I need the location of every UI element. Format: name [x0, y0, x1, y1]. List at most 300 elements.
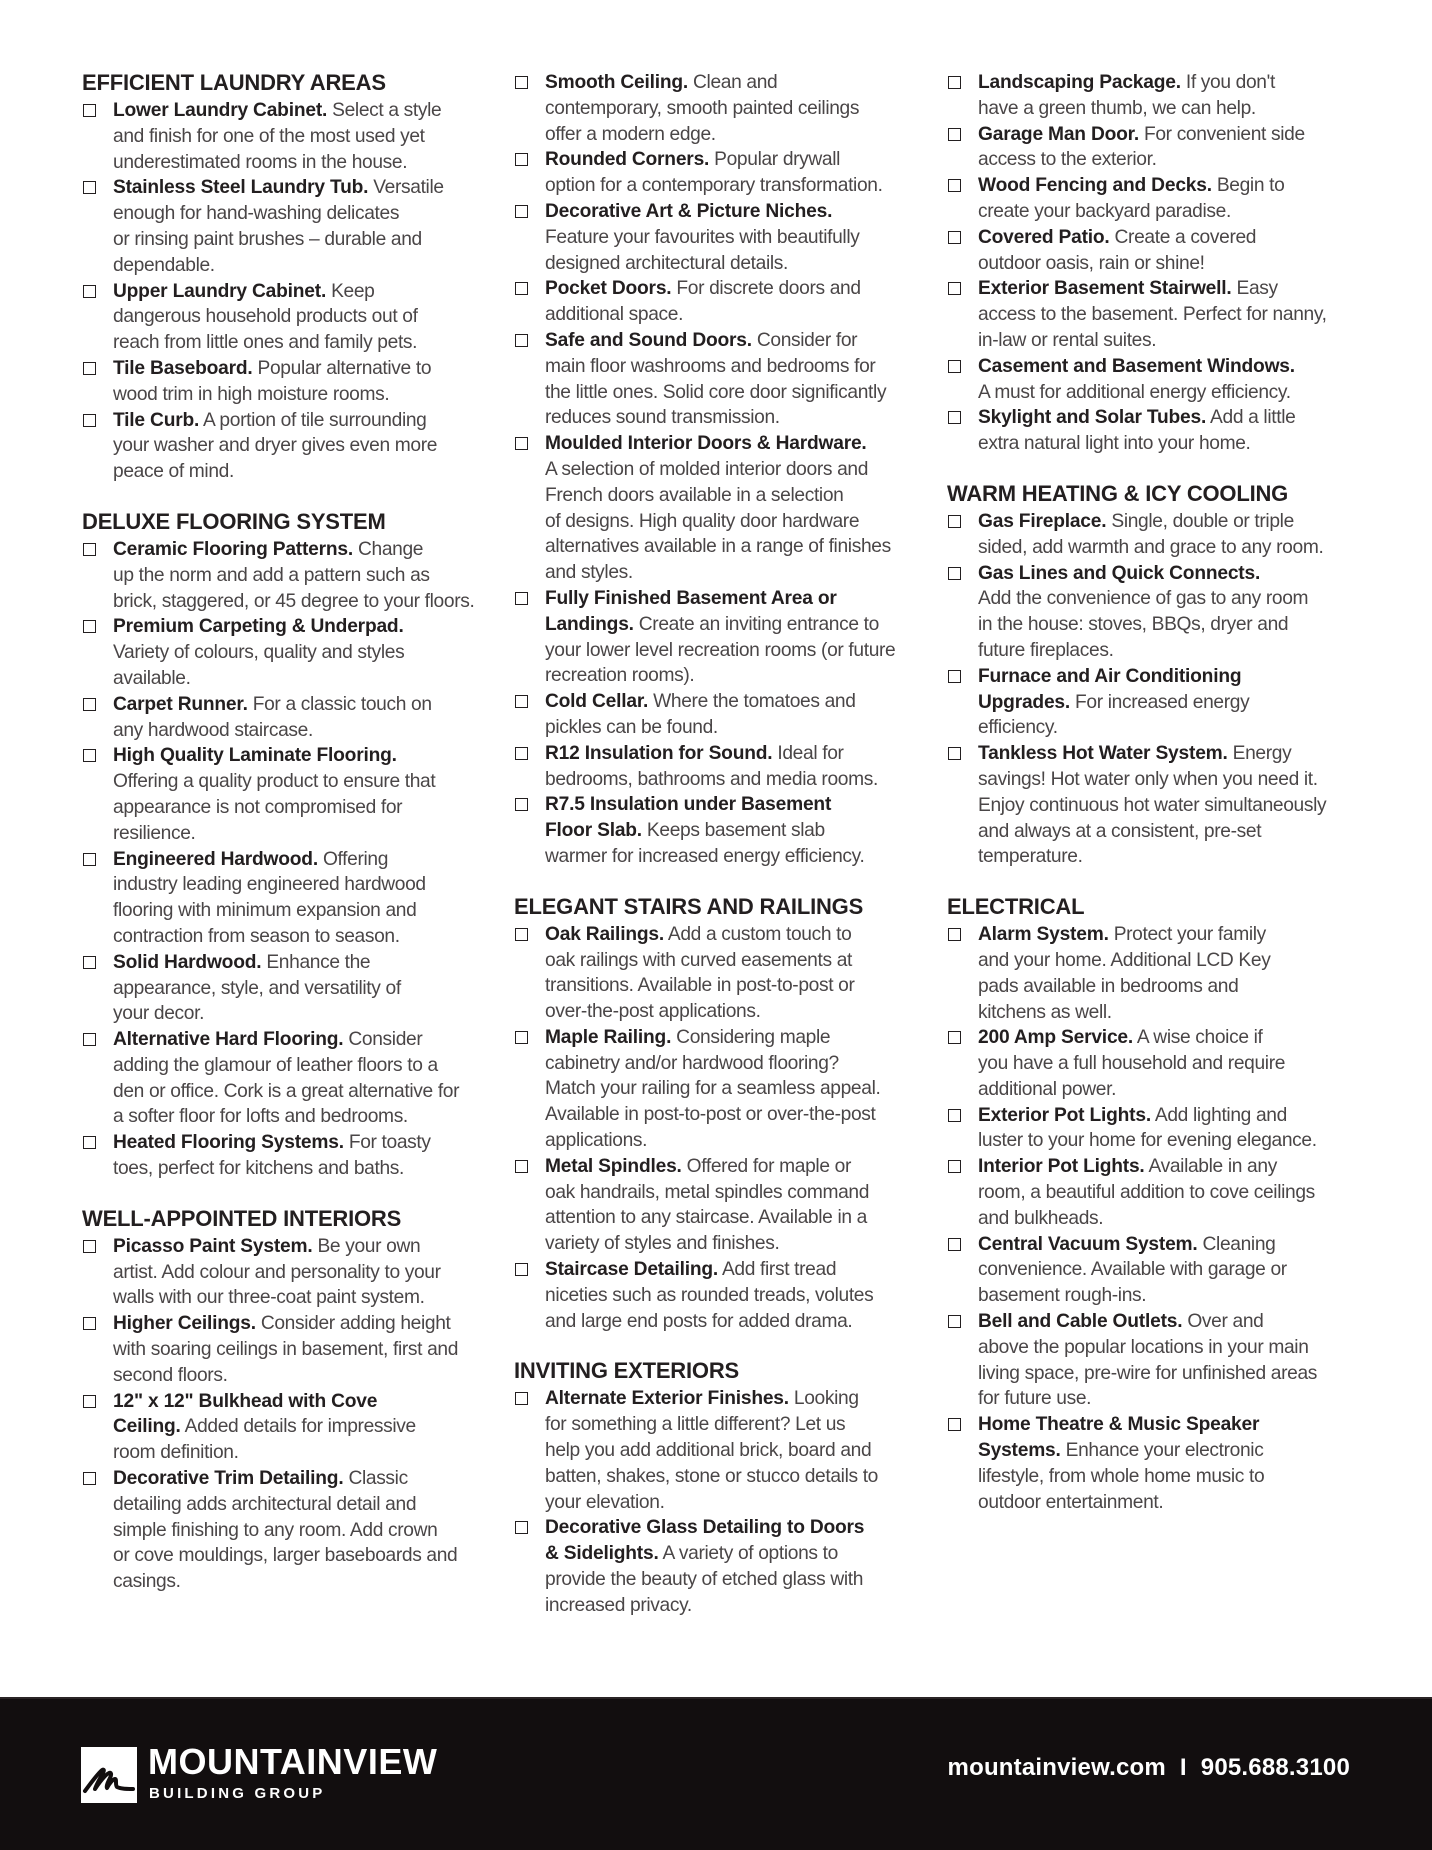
item-description: For convenient side: [1139, 123, 1305, 145]
item-description: available.: [113, 667, 191, 689]
item-description: A variety of options to: [658, 1543, 838, 1565]
item-description: Available in post-to-post or over-the-post: [545, 1104, 876, 1126]
item-title: Engineered Hardwood.: [113, 848, 318, 870]
item-description: Change: [353, 538, 424, 560]
phone-number[interactable]: 905.688.3100: [1200, 1754, 1350, 1781]
item-line: [113, 1414, 492, 1440]
checklist-item: [947, 1025, 1357, 1102]
item-line: [113, 408, 492, 434]
item-description: temperature.: [978, 846, 1083, 868]
item-description: create your backyard paradise.: [978, 200, 1231, 222]
website-link[interactable]: mountainview.com: [947, 1754, 1166, 1781]
checkbox[interactable]: [515, 205, 528, 218]
checklist-item: [514, 1257, 924, 1334]
item-title: Covered Patio.: [978, 226, 1110, 248]
item-line: [545, 1102, 924, 1128]
item-description: Consider: [343, 1029, 423, 1051]
item-line: [978, 1412, 1357, 1438]
checkbox[interactable]: [948, 1109, 961, 1122]
item-description: Create a covered: [1109, 226, 1257, 248]
item-line: [545, 586, 924, 612]
checkbox[interactable]: [948, 1031, 961, 1044]
checkbox[interactable]: [515, 592, 528, 605]
item-line: [978, 690, 1357, 716]
item-description: increased privacy.: [545, 1594, 692, 1616]
item-line: [113, 1104, 492, 1130]
item-line: [545, 1309, 924, 1335]
item-line: [113, 692, 492, 718]
item-description: and your home. Additional LCD Key: [978, 949, 1271, 971]
section-spacer: [947, 870, 1357, 894]
checklist-item: [514, 1154, 924, 1257]
checklist-item: [514, 689, 924, 741]
section-heading: WARM HEATING & ICY COOLING: [947, 480, 1289, 506]
item-description: Easy: [1231, 278, 1278, 300]
contact-separator: I: [1179, 1754, 1187, 1781]
checklist-item: [82, 1311, 492, 1388]
item-title: Safe and Sound Doors.: [545, 329, 752, 351]
item-description: Add first tread: [718, 1259, 837, 1281]
item-line: [545, 354, 924, 380]
item-description: enough for hand-washing delicates: [113, 203, 400, 225]
item-title: Decorative Art & Picture Niches.: [545, 200, 833, 222]
item-title: Alternate Exterior Finishes.: [545, 1388, 789, 1410]
checkbox[interactable]: [515, 334, 528, 347]
item-line: [113, 253, 492, 279]
item-description: variety of styles and finishes.: [545, 1233, 780, 1255]
checkbox[interactable]: [515, 1160, 528, 1173]
section-heading: DELUXE FLOORING SYSTEM: [82, 508, 386, 534]
checkbox[interactable]: [83, 104, 96, 117]
item-line: [978, 405, 1357, 431]
column-1: [82, 70, 492, 1595]
item-line: [113, 1569, 492, 1595]
item-description: Ideal for: [772, 742, 844, 764]
checkbox[interactable]: [83, 414, 96, 427]
checklist-item: [947, 1232, 1357, 1309]
item-description: Clean and: [688, 72, 778, 93]
item-line: [978, 561, 1357, 587]
checklist-item: [947, 1103, 1357, 1155]
checkbox[interactable]: [515, 437, 528, 450]
checklist-item: [82, 950, 492, 1027]
item-line: [978, 70, 1357, 96]
item-description: Offering a quality product to ensure that: [113, 771, 436, 793]
checklist-section: [82, 1182, 492, 1595]
item-description: Begin to: [1211, 175, 1285, 197]
item-title: Systems.: [978, 1440, 1061, 1462]
item-title: Heated Flooring Systems.: [113, 1132, 344, 1154]
checkbox[interactable]: [83, 1472, 96, 1485]
checkbox[interactable]: [83, 1136, 96, 1149]
item-line: [545, 1283, 924, 1309]
checkbox[interactable]: [83, 181, 96, 194]
item-line: [978, 251, 1357, 277]
checklist-item: [82, 1389, 492, 1466]
item-line: [978, 741, 1357, 767]
item-title: Interior Pot Lights.: [978, 1156, 1145, 1178]
item-line: [978, 922, 1357, 948]
item-line: [545, 844, 924, 870]
item-title: Floor Slab.: [545, 820, 642, 842]
checklist-item: [514, 147, 924, 199]
item-description: your washer and dryer gives even more: [113, 435, 438, 457]
item-line: [113, 1234, 492, 1260]
item-description: and always at a consistent, pre-set: [978, 820, 1262, 842]
item-description: Keep: [326, 280, 375, 302]
checkbox[interactable]: [83, 1033, 96, 1046]
item-line: [978, 225, 1357, 251]
item-line: [545, 328, 924, 354]
checkbox[interactable]: [515, 798, 528, 811]
item-description: Add lighting and: [1150, 1104, 1287, 1126]
checkbox[interactable]: [515, 76, 528, 89]
item-line: [545, 1464, 924, 1490]
item-description: additional power.: [978, 1078, 1117, 1100]
item-line: [113, 1027, 492, 1053]
checkbox[interactable]: [948, 1160, 961, 1173]
item-line: [545, 767, 924, 793]
item-line: [545, 1205, 924, 1231]
checklist-section: [947, 70, 1357, 457]
checklist-item: [82, 1130, 492, 1182]
item-line: [113, 1389, 492, 1415]
item-line: [545, 509, 924, 535]
checklist-item: [514, 1386, 924, 1515]
checklist-item: [947, 405, 1357, 457]
item-line: [545, 276, 924, 302]
checkbox[interactable]: [948, 1238, 961, 1251]
item-line: [978, 1000, 1357, 1026]
item-description: savings! Hot water only when you need it.: [978, 768, 1318, 790]
checklist-item: [514, 586, 924, 689]
item-line: [978, 1464, 1357, 1490]
checkbox[interactable]: [948, 411, 961, 424]
checkbox[interactable]: [948, 567, 961, 580]
item-line: [978, 1361, 1357, 1387]
item-description: any hardwood staircase.: [113, 719, 313, 741]
item-title: Upper Laundry Cabinet.: [113, 280, 327, 302]
checkbox[interactable]: [515, 1392, 528, 1405]
item-line: [113, 976, 492, 1002]
checklist-item: [82, 692, 492, 744]
checkbox[interactable]: [948, 1418, 961, 1431]
item-title: Alternative Hard Flooring.: [113, 1029, 344, 1051]
checklist-item: [82, 743, 492, 846]
item-line: [113, 1053, 492, 1079]
checkbox[interactable]: [948, 1315, 961, 1328]
item-description: and styles.: [545, 562, 633, 584]
checkbox[interactable]: [515, 1521, 528, 1534]
checklist-item: [514, 328, 924, 431]
item-description: kitchens as well.: [978, 1001, 1112, 1023]
item-description: second floors.: [113, 1364, 228, 1386]
item-line: [978, 767, 1357, 793]
checklist-item: [947, 741, 1357, 870]
item-title: Fully Finished Basement Area or: [545, 587, 837, 609]
checkbox[interactable]: [83, 543, 96, 556]
item-line: [978, 1257, 1357, 1283]
item-title: & Sidelights.: [545, 1543, 659, 1565]
item-line: [978, 173, 1357, 199]
item-title: Cold Cellar.: [545, 691, 649, 713]
item-line: [978, 535, 1357, 561]
item-description: A selection of molded interior doors and: [545, 458, 869, 480]
checklist-item: [514, 741, 924, 793]
item-description: batten, shakes, stone or stucco details to: [545, 1465, 879, 1487]
item-line: [113, 382, 492, 408]
item-description: in-law or rental suites.: [978, 329, 1157, 351]
item-line: [545, 638, 924, 664]
item-description: contraction from season to season.: [113, 925, 400, 947]
item-description: sided, add warmth and grace to any room.: [978, 536, 1324, 558]
item-title: Picasso Paint System.: [113, 1235, 313, 1257]
checkbox[interactable]: [515, 153, 528, 166]
item-description: access to the basement. Perfect for nanny,: [978, 304, 1327, 326]
item-description: applications.: [545, 1130, 648, 1152]
item-description: convenience. Available with garage or: [978, 1259, 1287, 1281]
item-line: [545, 1593, 924, 1619]
checklist-item: [514, 70, 924, 147]
item-line: [545, 483, 924, 509]
item-line: [113, 847, 492, 873]
item-line: [978, 715, 1357, 741]
item-title: Exterior Basement Stairwell.: [978, 278, 1232, 300]
item-line: [113, 743, 492, 769]
checkbox[interactable]: [948, 747, 961, 760]
item-title: Landscaping Package.: [978, 72, 1181, 93]
item-description: Protect your family: [1108, 924, 1266, 946]
item-title: Decorative Glass Detailing to Doors: [545, 1517, 865, 1539]
item-description: oak handrails, metal spindles command: [545, 1181, 870, 1203]
item-description: your elevation.: [545, 1491, 665, 1513]
item-description: Add a custom touch to: [663, 923, 852, 945]
item-description: or cove mouldings, larger baseboards and: [113, 1545, 458, 1567]
item-line: [545, 689, 924, 715]
checkbox[interactable]: [83, 853, 96, 866]
item-description: oak railings with curved easements at: [545, 949, 852, 971]
item-line: [545, 1257, 924, 1283]
item-description: and bulkheads.: [978, 1207, 1104, 1229]
item-line: [545, 715, 924, 741]
item-line: [978, 276, 1357, 302]
item-description: toes, perfect for kitchens and baths.: [113, 1158, 405, 1180]
item-line: [113, 563, 492, 589]
item-line: [978, 354, 1357, 380]
item-description: den or office. Cork is a great alternative for: [113, 1080, 460, 1102]
item-description: contemporary, smooth painted ceilings: [545, 97, 860, 119]
item-line: [545, 1567, 924, 1593]
checklist-item: [514, 922, 924, 1025]
checkbox[interactable]: [83, 698, 96, 711]
item-description: Offering: [317, 848, 389, 870]
item-description: dangerous household products out of: [113, 306, 418, 328]
item-description: the little ones. Solid core door significantly: [545, 381, 887, 403]
item-description: in the house: stoves, BBQs, dryer and: [978, 614, 1289, 636]
item-line: [978, 793, 1357, 819]
checkbox[interactable]: [948, 928, 961, 941]
item-description: Variety of colours, quality and styles: [113, 642, 405, 664]
item-description: provide the beauty of etched glass with: [545, 1569, 864, 1591]
item-description: living space, pre-wire for unfinished areas: [978, 1362, 1318, 1384]
checkbox[interactable]: [948, 179, 961, 192]
item-description: peace of mind.: [113, 461, 234, 483]
section-spacer: [82, 485, 492, 509]
checklist-item: [82, 98, 492, 175]
checkbox[interactable]: [515, 747, 528, 760]
item-title: Gas Lines and Quick Connects.: [978, 562, 1261, 584]
item-title: Furnace and Air Conditioning: [978, 665, 1242, 687]
item-description: For discrete doors and: [671, 278, 861, 300]
checkbox[interactable]: [515, 1263, 528, 1276]
item-title: Skylight and Solar Tubes.: [978, 407, 1207, 429]
item-line: [978, 147, 1357, 173]
checkbox[interactable]: [948, 670, 961, 683]
checklist-item: [82, 408, 492, 485]
item-line: [113, 201, 492, 227]
item-description: brick, staggered, or 45 degree to your floors.: [113, 590, 475, 612]
item-description: a softer floor for lofts and bedrooms.: [113, 1106, 408, 1128]
item-description: main floor washrooms and bedrooms for: [545, 355, 876, 377]
section-heading: INVITING EXTERIORS: [514, 1358, 739, 1384]
checklist-item: [82, 175, 492, 278]
checkbox[interactable]: [83, 362, 96, 375]
item-line: [113, 1311, 492, 1337]
item-description: future fireplaces.: [978, 639, 1114, 661]
item-description: luster to your home for evening elegance.: [978, 1130, 1317, 1152]
item-line: [545, 741, 924, 767]
item-description: underestimated rooms in the house.: [113, 151, 408, 173]
footer: [0, 1697, 1432, 1850]
item-description: transitions. Available in post-to-post or: [545, 975, 855, 997]
checkbox[interactable]: [948, 360, 961, 373]
item-line: [545, 70, 924, 96]
item-line: [545, 1515, 924, 1541]
item-line: [978, 948, 1357, 974]
item-description: room, a beautiful addition to cove ceilings: [978, 1182, 1315, 1204]
brand-subtitle: BUILDING GROUP: [149, 1785, 326, 1802]
item-description: you have a full household and require: [978, 1053, 1286, 1075]
item-title: Solid Hardwood.: [113, 951, 262, 973]
item-line: [113, 279, 492, 305]
checklist-item: [947, 173, 1357, 225]
item-line: [978, 586, 1357, 612]
checklist-section: [947, 457, 1357, 870]
item-description: or rinsing paint brushes – durable and: [113, 228, 422, 250]
item-line: [545, 199, 924, 225]
item-line: [545, 1025, 924, 1051]
item-description: and large end posts for added drama.: [545, 1310, 853, 1332]
item-description: cabinetry and/or hardwood flooring?: [545, 1052, 839, 1074]
item-description: outdoor entertainment.: [978, 1491, 1164, 1513]
checklist-item: [514, 1515, 924, 1618]
item-description: help you add additional brick, board and: [545, 1440, 872, 1462]
item-line: [545, 1076, 924, 1102]
item-line: [113, 1440, 492, 1466]
item-line: [113, 640, 492, 666]
checkbox[interactable]: [515, 1031, 528, 1044]
item-title: Pocket Doors.: [545, 278, 672, 300]
item-title: Alarm System.: [978, 924, 1109, 946]
item-line: [113, 433, 492, 459]
item-description: Energy: [1227, 743, 1292, 765]
item-description: Match your railing for a seamless appeal.: [545, 1078, 881, 1100]
checkbox[interactable]: [515, 928, 528, 941]
checklist-item: [82, 1234, 492, 1311]
item-line: [978, 819, 1357, 845]
item-line: [545, 534, 924, 560]
checkbox[interactable]: [83, 1240, 96, 1253]
item-line: [545, 173, 924, 199]
item-description: flooring with minimum expansion and: [113, 900, 417, 922]
section-spacer: [82, 1182, 492, 1206]
item-line: [545, 1231, 924, 1257]
item-description: Be your own: [312, 1235, 421, 1257]
checkbox[interactable]: [948, 76, 961, 89]
item-title: Landings.: [545, 613, 634, 635]
checklist-item: [514, 431, 924, 586]
checkbox[interactable]: [515, 695, 528, 708]
item-line: [545, 457, 924, 483]
checkbox[interactable]: [948, 128, 961, 141]
item-line: [545, 147, 924, 173]
item-description: detailing adds architectural detail and: [113, 1493, 417, 1515]
item-line: [978, 1283, 1357, 1309]
checkbox[interactable]: [83, 956, 96, 969]
item-line: [978, 302, 1357, 328]
checkbox[interactable]: [948, 231, 961, 244]
item-line: [113, 227, 492, 253]
item-description: If you don't: [1180, 72, 1275, 93]
checkbox[interactable]: [83, 285, 96, 298]
item-description: over-the-post applications.: [545, 1001, 761, 1023]
item-description: Keeps basement slab: [641, 820, 825, 842]
checkbox[interactable]: [83, 620, 96, 633]
item-title: Metal Spindles.: [545, 1155, 682, 1177]
item-line: [113, 304, 492, 330]
checkbox[interactable]: [948, 282, 961, 295]
item-title: Home Theatre & Music Speaker: [978, 1414, 1260, 1436]
checkbox[interactable]: [83, 1395, 96, 1408]
checkbox[interactable]: [83, 749, 96, 762]
item-description: basement rough-ins.: [978, 1285, 1147, 1307]
item-line: [978, 1180, 1357, 1206]
checklist-item: [947, 509, 1357, 561]
item-description: recreation rooms).: [545, 665, 695, 687]
item-line: [978, 1077, 1357, 1103]
item-line: [545, 1128, 924, 1154]
item-title: R7.5 Insulation under Basement: [545, 794, 832, 816]
checklist-section: [947, 870, 1357, 1515]
item-line: [113, 795, 492, 821]
checkbox[interactable]: [515, 282, 528, 295]
checklist-item: [82, 1027, 492, 1130]
item-line: [978, 122, 1357, 148]
checkbox[interactable]: [948, 515, 961, 528]
item-line: [545, 1541, 924, 1567]
item-line: [113, 1337, 492, 1363]
item-description: appearance is not compromised for: [113, 796, 403, 818]
checklist-item: [947, 922, 1357, 1025]
item-description: Classic: [343, 1468, 408, 1490]
section-spacer: [947, 457, 1357, 481]
item-line: [545, 1490, 924, 1516]
checklist-item: [82, 537, 492, 614]
checklist-section: [514, 1334, 924, 1618]
checklist-item: [947, 122, 1357, 174]
item-line: [113, 1543, 492, 1569]
checkbox[interactable]: [83, 1317, 96, 1330]
